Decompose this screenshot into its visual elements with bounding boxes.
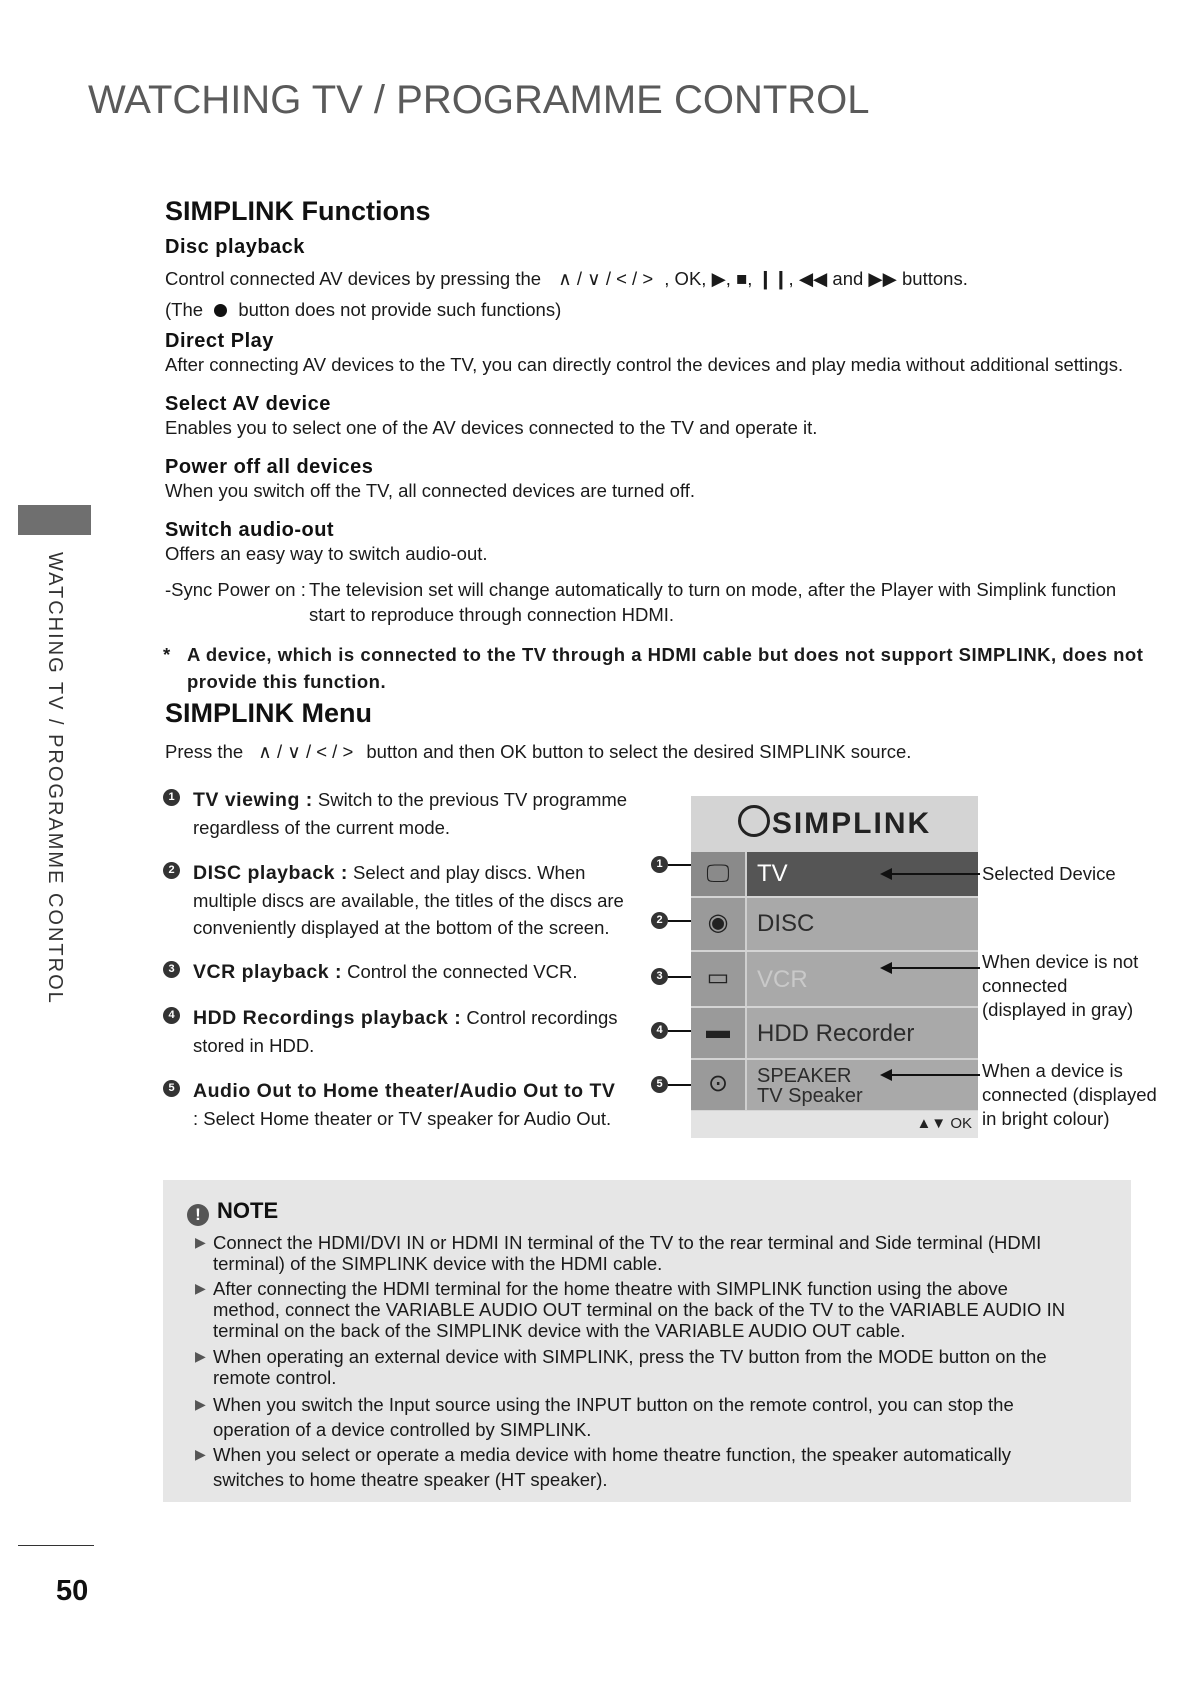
note-item-2-line1: After connecting the HDMI terminal for the home theatre with SIMPLINK function using the above: [213, 1278, 1008, 1299]
side-section-label: WATCHING TV / PROGRAMME CONTROL: [44, 552, 66, 1005]
legend-number-3: 3: [163, 961, 180, 978]
disc-line1-buttons: , OK, ▶, ■, ❙❙, ◀◀ and ▶▶ buttons.: [664, 268, 968, 289]
menu-nav-hint: ▲▼ OK: [916, 1115, 972, 1132]
simplink-logo-text: SIMPLINK: [771, 807, 932, 840]
note-item-3-line1: When operating an external device with SIMPLINK, press the TV button from the MODE button on the: [213, 1346, 1047, 1367]
direct-play-title: Direct Play: [165, 330, 274, 352]
star-note-line2: provide this function.: [187, 671, 387, 692]
menu-arrow-keys-symbols: ∧ / ∨ / < / >: [258, 741, 354, 762]
star-note-line1: A device, which is connected to the TV through a HDMI cable but does not support SIMPLINK, does not: [187, 644, 1144, 665]
annotation-selected: Selected Device: [982, 863, 1116, 884]
hdd-icon: ▬: [706, 1017, 730, 1044]
power-off-title: Power off all devices: [165, 456, 374, 478]
switch-audio-text: Offers an easy way to switch audio-out.: [165, 543, 488, 564]
menu-row-tv-label: TV: [757, 860, 788, 887]
disc-line2-text-b: button does not provide such functions): [238, 299, 562, 320]
sync-power-label: -Sync Power on :: [165, 579, 306, 600]
legend-number-4: 4: [163, 1007, 180, 1024]
note-item-4-line2: operation of a device controlled by SIMPLINK.: [213, 1419, 592, 1440]
simplink-power-icon: [738, 805, 770, 837]
annotation-not-connected-2: connected: [982, 975, 1068, 996]
disc-icon: ◉: [707, 909, 729, 936]
legend-number-5: 5: [163, 1080, 180, 1097]
legend-number-2: 2: [163, 862, 180, 879]
disc-playback-line1: [165, 267, 968, 291]
callout-line-3: [668, 976, 691, 978]
annotation-connected-3: in bright colour): [982, 1108, 1110, 1129]
legend-text-1a: Switch to the previous TV programme: [312, 789, 628, 810]
menu-nav-bar: [691, 1111, 978, 1138]
simplink-logo: [691, 796, 978, 852]
note-title: [187, 1198, 278, 1226]
speaker-icon: ⊙: [707, 1070, 729, 1097]
menu-row-speaker[interactable]: [691, 1060, 978, 1110]
menu-row-hdd[interactable]: [691, 1008, 978, 1058]
note-item-5: [195, 1442, 1115, 1492]
disc-playback-title: Disc playback: [165, 236, 305, 258]
legend-item-2: [163, 859, 643, 941]
disc-line1-text: Control connected AV devices by pressing the: [165, 268, 542, 289]
vcr-icon: ▭: [706, 964, 730, 991]
callout-number-4: 4: [651, 1022, 668, 1039]
arrow-keys-symbols: ∧ / ∨ / < / >: [558, 268, 654, 289]
legend-number-1: 1: [163, 789, 180, 806]
disc-playback-line2: [165, 298, 561, 322]
power-off-text: When you switch off the TV, all connected devices are turned off.: [165, 480, 695, 501]
menu-intro-text-a: Press the: [165, 741, 244, 762]
note-item-1-line1: Connect the HDMI/DVI IN or HDMI IN terminal of the TV to the rear terminal and Side terminal (HDMI: [213, 1232, 1042, 1253]
menu-row-disc-label: DISC: [757, 910, 815, 937]
legend-item-5: [163, 1077, 643, 1132]
annotation-connected-2: connected (displayed: [982, 1084, 1157, 1105]
menu-row-disc[interactable]: [691, 898, 978, 950]
menu-row-vcr-label: VCR: [757, 966, 808, 993]
legend-text-1b: regardless of the current mode.: [193, 817, 451, 838]
legend-title-1: TV viewing :: [193, 789, 313, 811]
legend-item-1: [163, 786, 643, 841]
callout-1: [651, 856, 668, 874]
legend-text-2b: multiple discs are available, the titles of the discs are: [193, 890, 624, 911]
note-item-3-line2: remote control.: [213, 1367, 337, 1388]
sync-power-text-2: start to reproduce through connection HDMI.: [309, 604, 675, 625]
annotation-not-connected: [982, 950, 1138, 1022]
tv-icon: 🖵: [706, 860, 730, 887]
bullet-triangle-icon: ▶: [195, 1446, 206, 1462]
record-button-icon: [214, 304, 227, 317]
legend-text-2c: conveniently displayed at the bottom of the screen.: [193, 917, 610, 938]
callout-number-5: 5: [651, 1076, 668, 1093]
callout-line-4: [668, 1030, 691, 1032]
legend-text-4b: stored in HDD.: [193, 1035, 315, 1056]
functions-heading: SIMPLINK Functions: [165, 196, 431, 226]
bullet-triangle-icon: ▶: [195, 1234, 206, 1250]
callout-number-1: 1: [651, 856, 668, 873]
legend-title-4: HDD Recordings playback :: [193, 1007, 462, 1029]
legend-text-3a: Control the connected VCR.: [341, 961, 578, 982]
menu-row-speaker-label: SPEAKER: [757, 1065, 852, 1087]
annotation-not-connected-3: (displayed in gray): [982, 999, 1134, 1020]
menu-intro-text-b: button and then OK button to select the desired SIMPLINK source.: [366, 741, 912, 762]
callout-number-2: 2: [651, 912, 668, 929]
arrow-not-connected-line: [890, 967, 980, 969]
callout-line-2: [668, 920, 691, 922]
callout-3: [651, 968, 668, 986]
footer-divider: [18, 1545, 94, 1546]
legend-title-5: Audio Out to Home theater/Audio Out to TV: [193, 1080, 616, 1102]
note-item-2: [195, 1278, 1115, 1341]
legend-title-3: VCR playback :: [193, 961, 342, 983]
bullet-triangle-icon: ▶: [195, 1396, 206, 1412]
select-av-text: Enables you to select one of the AV devices connected to the TV and operate it.: [165, 417, 818, 438]
note-item-5-line1: When you select or operate a media device with home theatre function, the speaker automatically: [213, 1444, 1011, 1465]
bullet-triangle-icon: ▶: [195, 1348, 206, 1364]
bullet-triangle-icon: ▶: [195, 1280, 206, 1296]
note-item-4-line1: When you switch the Input source using the INPUT button on the remote control, you can stop the: [213, 1394, 1014, 1415]
note-item-2-line3: terminal on the back of the SIMPLINK device with the VARIABLE AUDIO OUT cable.: [213, 1320, 906, 1341]
annotation-connected-1: When a device is: [982, 1060, 1123, 1081]
side-tab-marker: [18, 505, 91, 535]
note-item-2-line2: method, connect the VARIABLE AUDIO OUT terminal on the back of the TV to the VARIABLE AUDIO IN: [213, 1299, 1066, 1320]
note-item-1-line2: terminal) of the SIMPLINK device with the HDMI cable.: [213, 1253, 663, 1274]
menu-heading: SIMPLINK Menu: [165, 698, 372, 728]
callout-2: [651, 912, 668, 930]
callout-5: [651, 1076, 668, 1094]
disc-line2-text-a: (The: [165, 299, 204, 320]
sync-power-text-1: The television set will change automatically to turn on mode, after the Player with Simplink function: [309, 579, 1117, 600]
exclamation-icon: !: [187, 1204, 209, 1226]
legend-item-4: [163, 1004, 643, 1059]
note-item-5-line2: switches to home theatre speaker (HT speaker).: [213, 1469, 608, 1490]
star-note: * A device, which is connected to the TV through a HDMI cable but does not support SIMPLINK, does not: [163, 644, 1144, 665]
callout-line-5: [668, 1084, 691, 1086]
menu-row-vcr[interactable]: [691, 952, 978, 1006]
select-av-title: Select AV device: [165, 393, 331, 415]
note-item-1: [195, 1232, 1115, 1274]
note-title-text: NOTE: [217, 1198, 279, 1223]
callout-number-3: 3: [651, 968, 668, 985]
menu-intro: [165, 740, 911, 764]
legend-title-2: DISC playback :: [193, 862, 348, 884]
note-box: [163, 1180, 1131, 1502]
switch-audio-title: Switch audio-out: [165, 519, 335, 541]
legend-item-3: [163, 958, 643, 986]
annotation-not-connected-1: When device is not: [982, 951, 1139, 972]
page-title: WATCHING TV / PROGRAMME CONTROL: [88, 78, 870, 122]
menu-row-speaker-sublabel: TV Speaker: [757, 1085, 863, 1107]
callout-4: [651, 1022, 668, 1040]
annotation-connected: [982, 1059, 1157, 1131]
arrow-connected-line: [890, 1074, 980, 1076]
legend-text-4a: Control recordings: [461, 1007, 618, 1028]
direct-play-text: After connecting AV devices to the TV, you can directly control the devices and play media without additional settings.: [165, 354, 1124, 375]
note-item-3: [195, 1346, 1115, 1388]
note-item-4: [195, 1392, 1115, 1442]
legend-text-5b: : Select Home theater or TV speaker for Audio Out.: [193, 1108, 612, 1129]
page-number: 50: [56, 1575, 89, 1607]
menu-row-hdd-label: HDD Recorder: [757, 1020, 915, 1047]
legend-text-2a: Select and play discs. When: [347, 862, 586, 883]
callout-line-1: [668, 864, 691, 866]
arrow-selected-line: [890, 873, 980, 875]
